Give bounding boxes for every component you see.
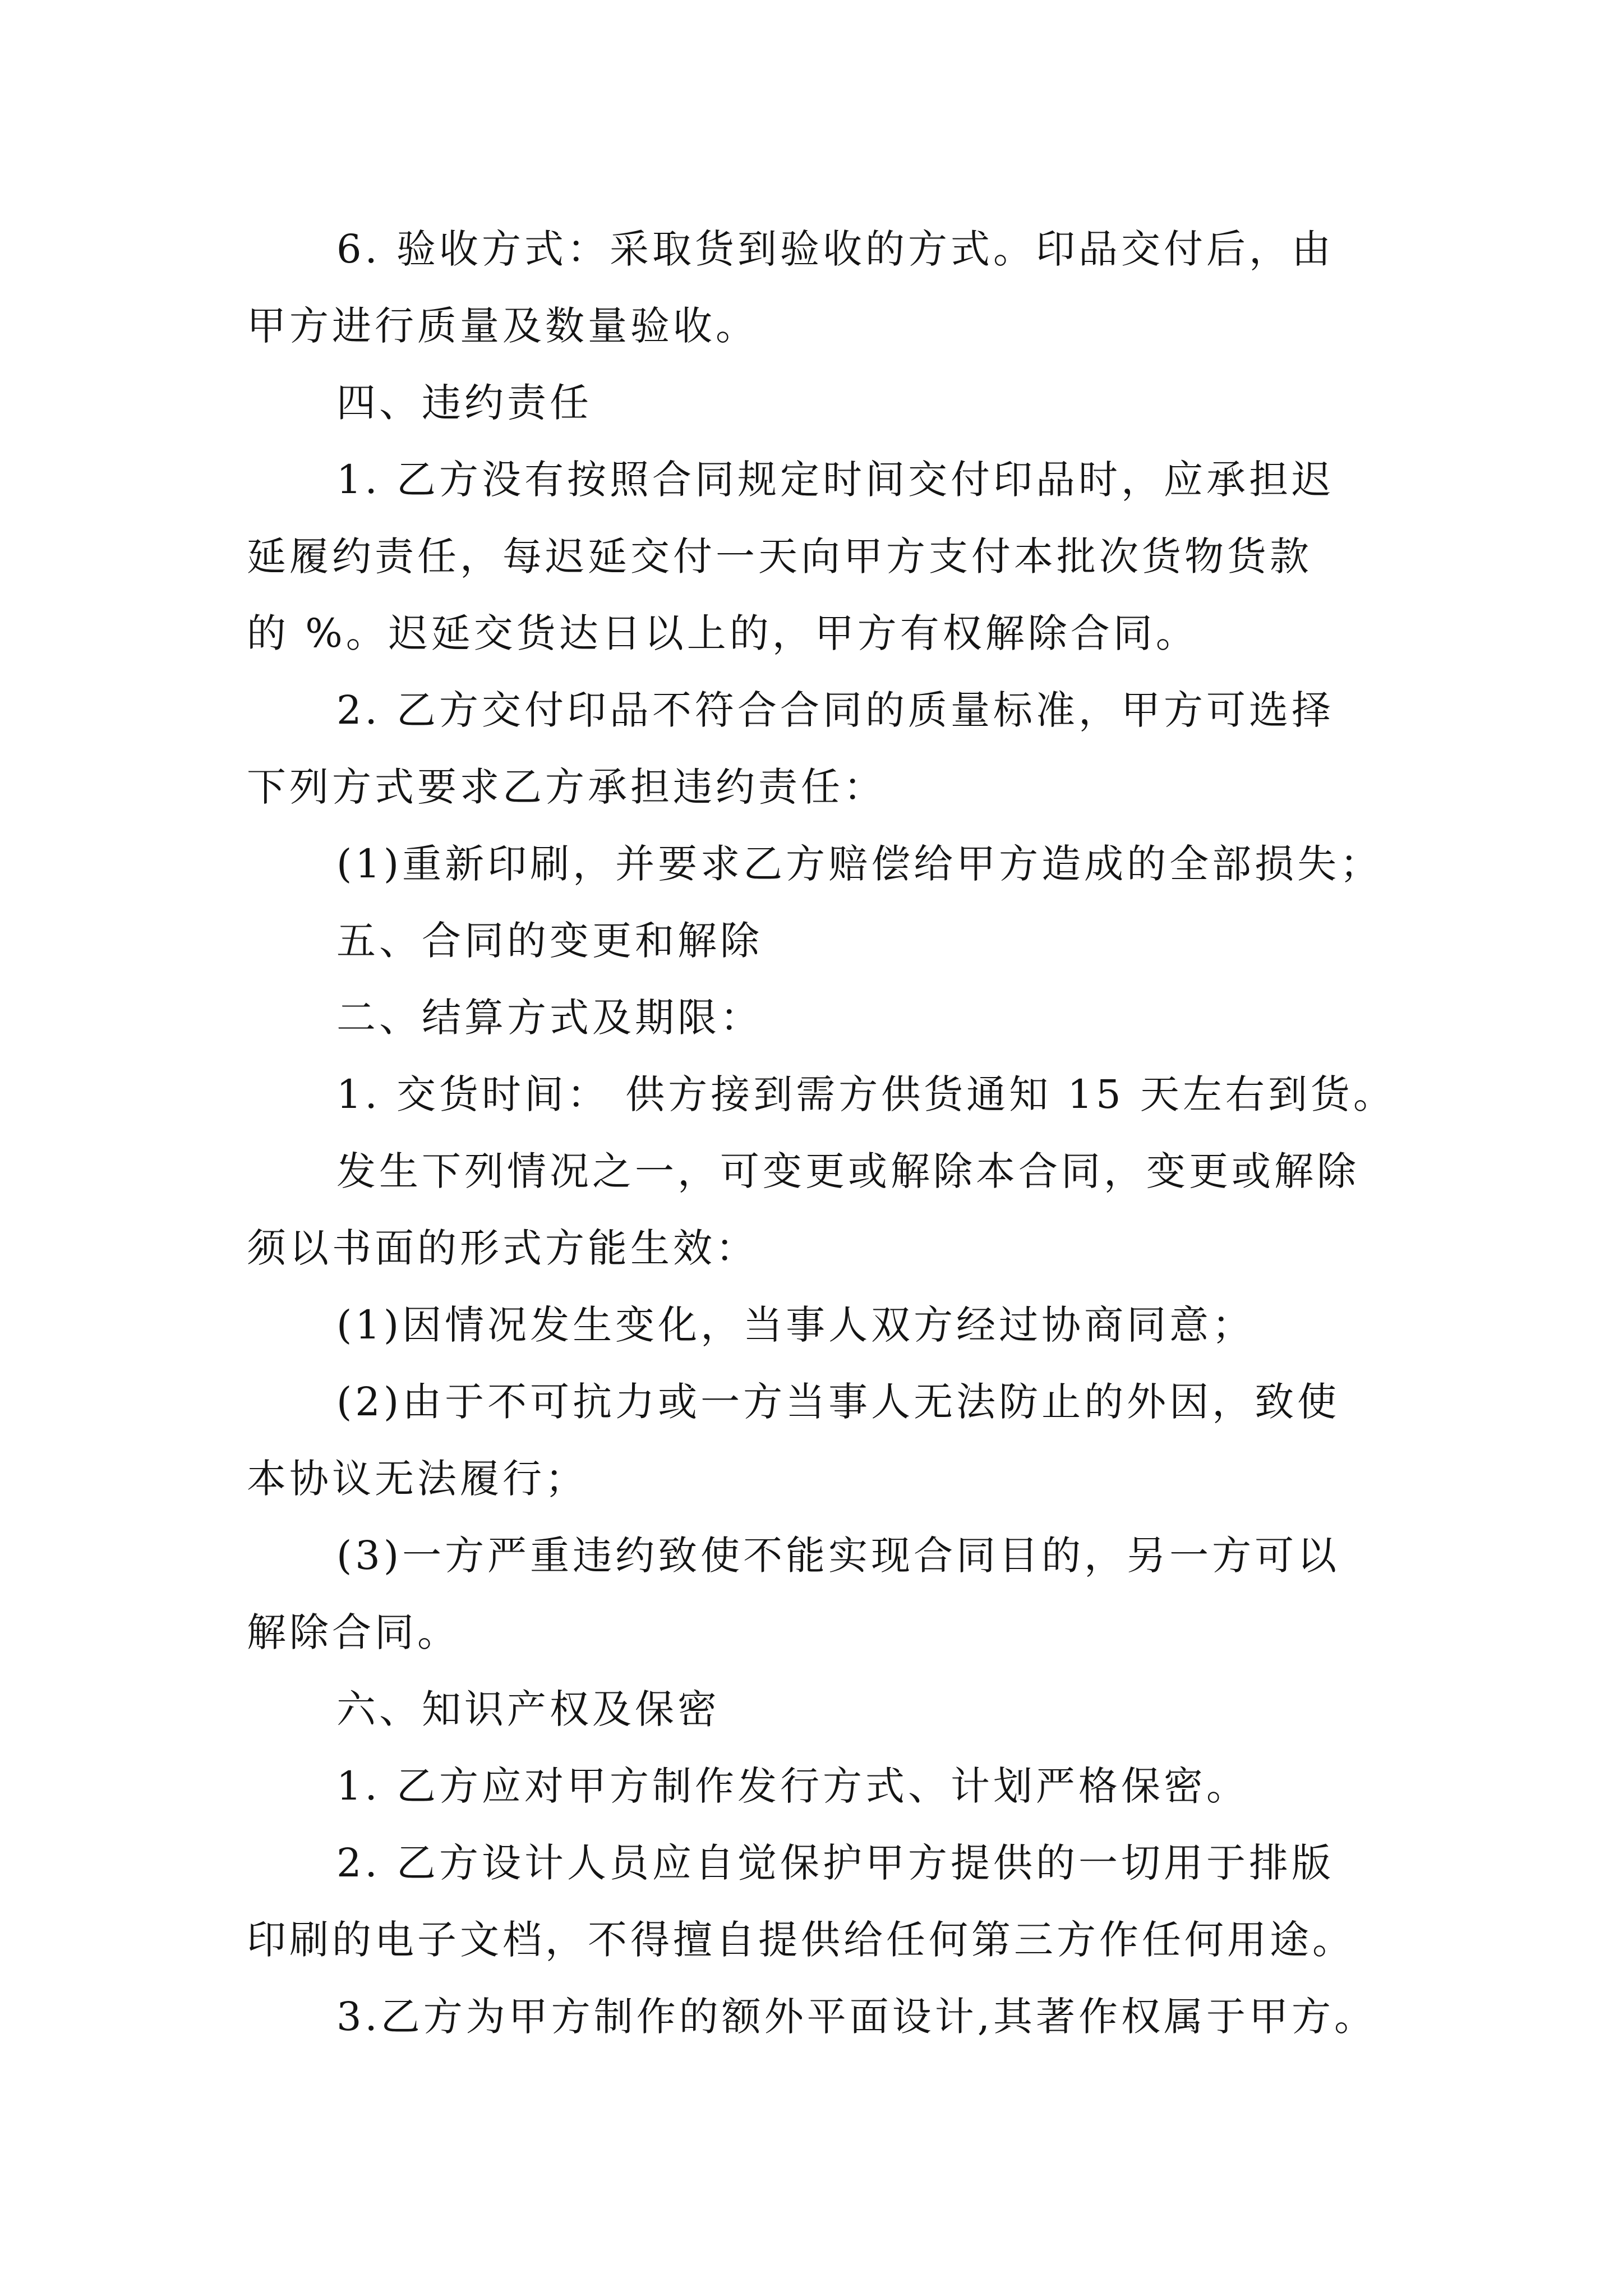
document-line: 3.乙方为甲方制作的额外平面设计,其著作权属于甲方。 [336, 1994, 1377, 2040]
document-line: 二、结算方式及期限： [336, 995, 763, 1041]
document-line: 甲方进行质量及数量验收。 [247, 303, 758, 349]
document-line: 2. 乙方交付印品不符合合同的质量标准，甲方可选择 [336, 687, 1335, 733]
document-line: (1)重新印刷，并要求乙方赔偿给甲方造成的全部损失； [336, 841, 1383, 887]
document-line: 六、知识产权及保密 [336, 1686, 720, 1732]
document-line: 本协议无法履行； [247, 1456, 588, 1502]
document-line: 延履约责任，每迟延交付一天向甲方支付本批次货物货款 [247, 533, 1312, 579]
document-line: (1)因情况发生变化，当事人双方经过协商同意； [336, 1302, 1255, 1348]
document-line: 1. 交货时间： 供方接到需方供货通知 15 天左右到货。 [336, 1071, 1396, 1117]
document-line: 2. 乙方设计人员应自觉保护甲方提供的一切用于排版 [336, 1840, 1335, 1886]
document-line: 1. 乙方应对甲方制作发行方式、计划严格保密。 [336, 1763, 1249, 1809]
document-line: 下列方式要求乙方承担违约责任： [247, 764, 886, 810]
document-line: 发生下列情况之一，可变更或解除本合同，变更或解除 [336, 1148, 1359, 1194]
document-line: (3)一方严重违约致使不能实现合同目的，另一方可以 [336, 1533, 1340, 1579]
document-line: 印刷的电子文档，不得擅自提供给任何第三方作任何用途。 [247, 1917, 1355, 1963]
document-line: 须以书面的形式方能生效： [247, 1225, 758, 1271]
document-line: 6. 验收方式：采取货到验收的方式。印品交付后，由 [336, 226, 1335, 272]
document-line: 的 %。迟延交货达日以上的，甲方有权解除合同。 [247, 610, 1198, 656]
document-body [247, 211, 1396, 2055]
document-line: 五、合同的变更和解除 [336, 918, 763, 964]
document-line: 四、违约责任 [336, 380, 592, 426]
document-line: 1. 乙方没有按照合同规定时间交付印品时，应承担迟 [336, 457, 1335, 503]
document-line: (2)由于不可抗力或一方当事人无法防止的外因，致使 [336, 1379, 1340, 1425]
document-line: 解除合同。 [247, 1609, 460, 1655]
